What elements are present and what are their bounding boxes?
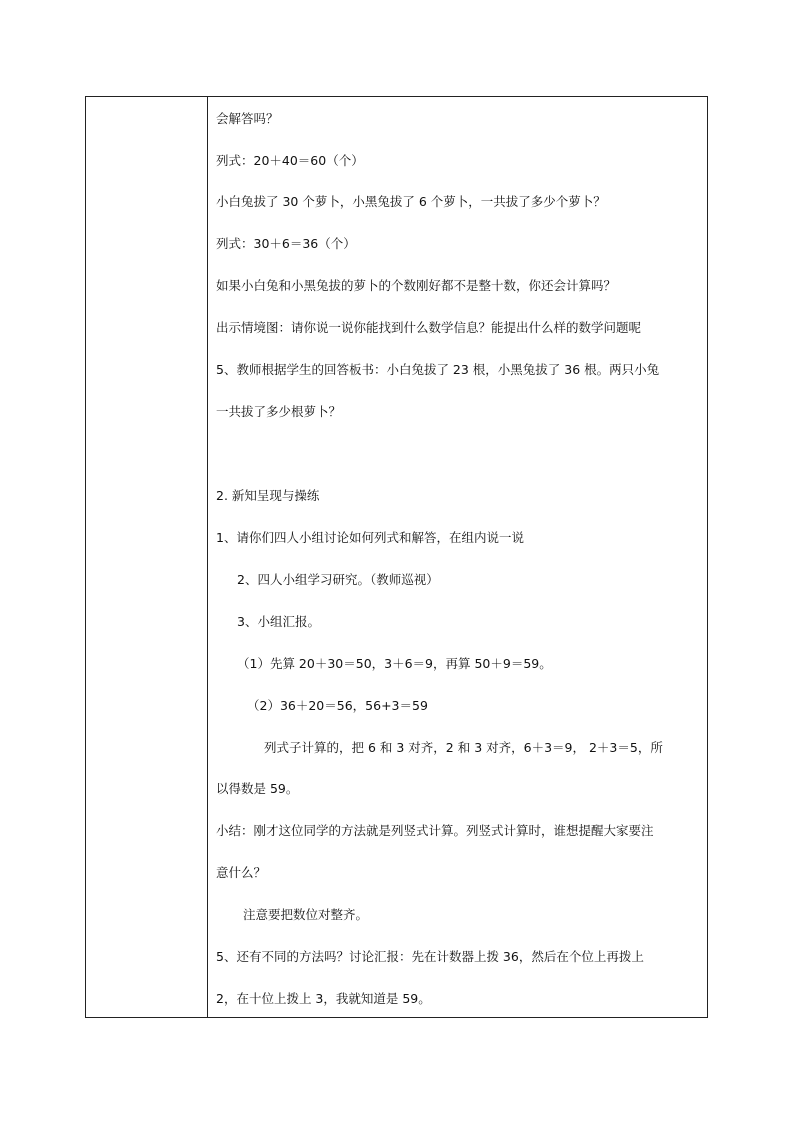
- text-line: 一共拔了多少根萝卜？: [216, 404, 342, 419]
- text-line: （1）先算 20＋30＝50，3＋6＝9，再算 50＋9＝59。: [237, 656, 552, 671]
- section-heading: 2. 新知呈现与操练: [216, 488, 320, 503]
- lesson-content-cell: [208, 97, 707, 1017]
- text-line: 小白兔拔了 30 个萝卜，小黑兔拔了 6 个萝卜，一共拔了多少个萝卜？: [216, 194, 606, 209]
- text-line: 会解答吗？: [216, 111, 279, 126]
- text-line: 1、请你们四人小组讨论如何列式和解答，在组内说一说: [216, 530, 524, 545]
- text-line: （2）36＋20＝56，56+3＝59: [247, 698, 428, 713]
- text-line: 以得数是 59。: [216, 781, 299, 796]
- text-line: 小结：刚才这位同学的方法就是列竖式计算。列竖式计算时，谁想提醒大家要注: [216, 823, 654, 838]
- left-column-cell: [86, 97, 207, 1017]
- text-line: 5、还有不同的方法吗？讨论汇报：先在计数器上拨 36，然后在个位上再拨上: [216, 949, 644, 964]
- text-line: 3、小组汇报。: [237, 614, 320, 629]
- text-line: 列式：20＋40＝60（个）: [216, 153, 364, 168]
- text-line: 如果小白兔和小黑兔拔的萝卜的个数刚好都不是整十数，你还会计算吗？: [216, 278, 617, 293]
- text-line: 2、四人小组学习研究。（教师巡视）: [237, 572, 439, 587]
- text-line: 2，在十位上拨上 3，我就知道是 59。: [216, 991, 431, 1006]
- text-line: 列式：30＋6＝36（个）: [216, 236, 356, 251]
- text-line: 注意要把数位对整齐。: [243, 907, 369, 922]
- text-line: 意什么？: [216, 865, 267, 880]
- text-line: 出示情境图：请你说一说你能找到什么数学信息？能提出什么样的数学问题呢: [216, 320, 642, 335]
- text-line: 5、教师根据学生的回答板书：小白兔拔了 23 根，小黑兔拔了 36 根。两只小兔: [216, 362, 660, 377]
- lesson-table: [85, 96, 708, 1018]
- text-line: 列式子计算的，把 6 和 3 对齐，2 和 3 对齐，6＋3＝9， 2＋3＝5，所: [264, 740, 663, 755]
